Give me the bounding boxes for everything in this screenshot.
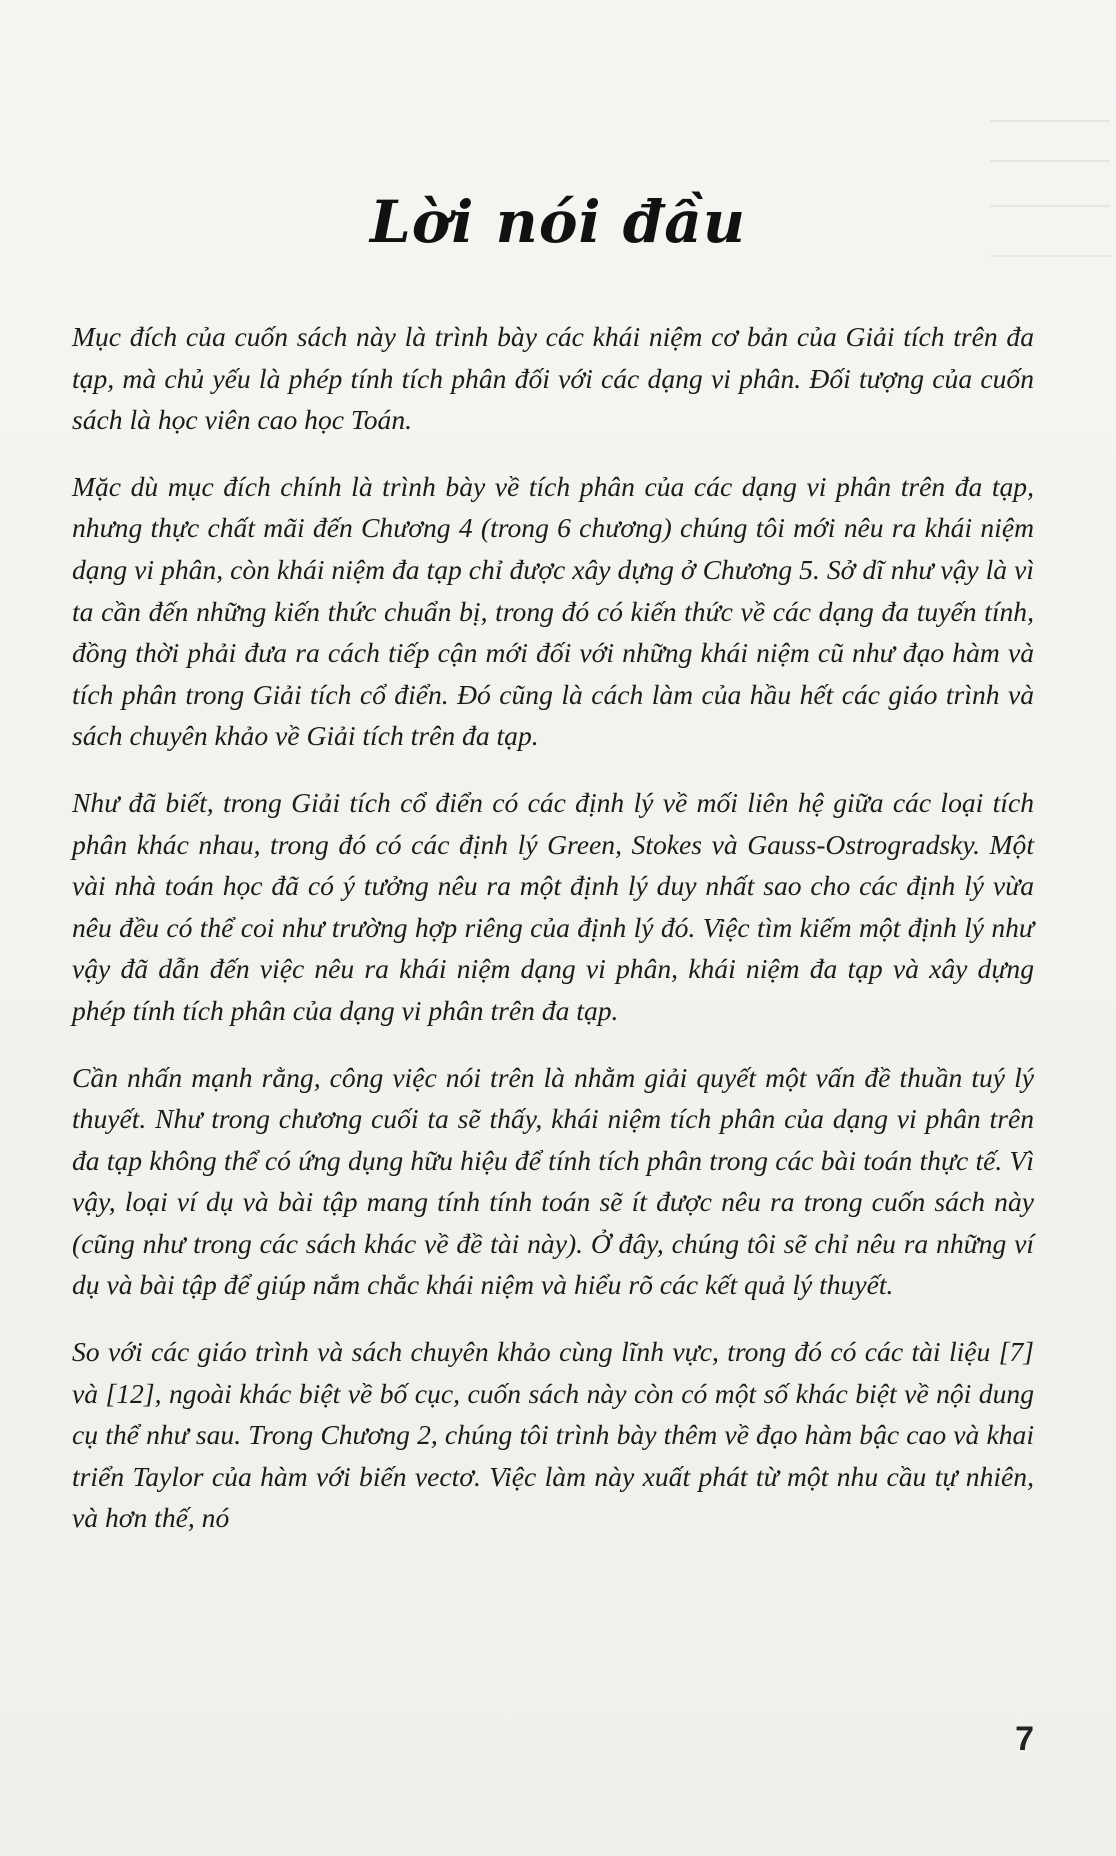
paragraph: Mục đích của cuốn sách này là trình bày các khái niệm cơ bản của Giải tích trên đa tạp, mà chủ yếu là phép tính tích phân đối với các dạng vi phân. Đối tượng của cuốn sách là học viên cao học Toán. [72,321,1034,436]
bleed-through-mark [990,120,1110,122]
paragraph: So với các giáo trình và sách chuyên khảo cùng lĩnh vực, trong đó có các tài liệu [7] và [12], ngoài khác biệt về bố cục, cuốn sách này còn có một số khác biệt về nội dung cụ thể như sau. Trong Chương 2, chúng tôi trình bày thêm về đạo hàm bậc cao và khai triển Taylor của hàm với biến vectơ. Việc làm này xuất phát từ một nhu cầu tự nhiên, và hơn thế, nó [72,1336,1034,1534]
paragraph: Cần nhấn mạnh rằng, công việc nói trên là nhằm giải quyết một vấn đề thuần tuý lý thuyết. Như trong chương cuối ta sẽ thấy, khái niệm tích phân của dạng vi phân trên đa tạp không thể có ứng dụng hữu hiệu để tính tích phân trong các bài toán thực tế. Vì vậy, loại ví dụ và bài tập mang tính tính toán sẽ ít được nêu ra trong cuốn sách này (cũng như trong các sách khác về đề tài này). Ở đây, chúng tôi sẽ chỉ nêu ra những ví dụ và bài tập để giúp nắm chắc khái niệm và hiểu rõ các kết quả lý thuyết. [72,1061,1034,1301]
paragraph: Như đã biết, trong Giải tích cổ điển có các định lý về mối liên hệ giữa các loại tích phân khác nhau, trong đó có các định lý Green, Stokes và Gauss-Ostrogradsky. Một vài nhà toán học đã có ý tưởng nêu ra một định lý duy nhất sao cho các định lý vừa nêu đều có thể coi như trường hợp riêng của định lý đó. Việc tìm kiếm một định lý như vậy đã dẫn đến việc nêu ra khái niệm dạng vi phân, khái niệm đa tạp và xây dựng phép tính tích phân của dạng vi phân trên đa tạp. [72,786,1034,1026]
page-title: Lời nói đầu [369,188,747,256]
paragraph: Mặc dù mục đích chính là trình bày về tích phân của các dạng vi phân trên đa tạp, nhưng thực chất mãi đến Chương 4 (trong 6 chương) chúng tôi mới nêu ra khái niệm dạng vi phân, còn khái niệm đa tạp chỉ được xây dựng ở Chương 5. Sở dĩ như vậy là vì ta cần đến những kiến thức chuẩn bị, trong đó có kiến thức về các dạng đa tuyến tính, đồng thời phải đưa ra cách tiếp cận mới đối với những khái niệm cũ như đạo hàm và tích phân trong Giải tích cổ điển. Đó cũng là cách làm của hầu hết các giáo trình và sách chuyên khảo về Giải tích trên đa tạp. [72,470,1034,752]
page-number: 7 [1015,1720,1034,1758]
bleed-through-mark [990,160,1110,162]
body-text [72,316,1034,1564]
